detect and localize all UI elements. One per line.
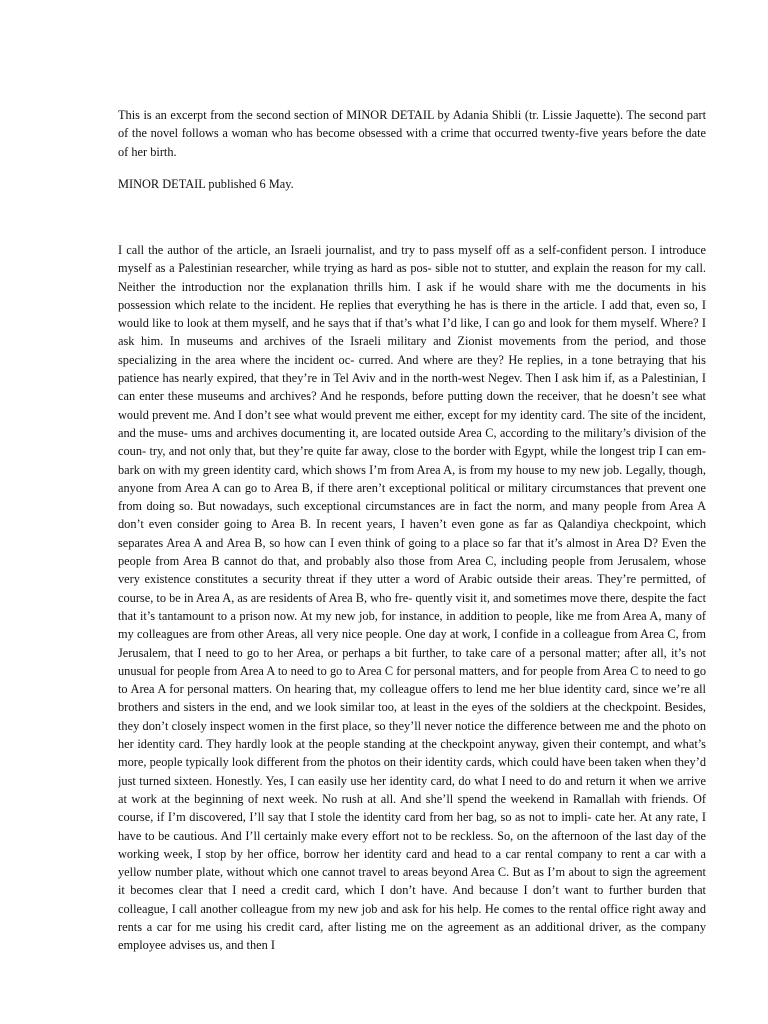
publication-note: MINOR DETAIL published 6 May.	[118, 177, 294, 191]
excerpt-body-paragraph: I call the author of the article, an Israeli journalist, and try to pass myself off as a self-confident person. I introduce myself as a Palestinian researcher, while trying as hard as pos- sible not to stutter, and explain the reason for my call. Neither the introduction nor the explanation thrills him. I ask if he would share with me the documents in his possession which relate to the incident. He replies that everything he has is there in the article. I add that, even so, I would like to look at them myself, and he says that if that’s what I’d like, I can go and look for them myself. Where? I ask him. In museums and archives of the Israeli military and Zionist movements from the period, and those specializing in the area where the incident oc- curred. And where are they? He replies, in a tone betraying that his patience has nearly expired, that they’re in Tel Aviv and in the north-west Negev. Then I ask him if, as a Palestinian, I can enter these museums and archives? And he responds, before putting down the receiver, that he doesn’t see what would prevent me. And I don’t see what would prevent me either, except for my identity card. The site of the incident, and the muse- ums and archives documenting it, are located outside Area C, according to the military’s division of the coun- try, and not only that, but they’re quite far away, close to the border with Egypt, while the longest trip I can em- bark on with my green identity card, which shows I’m from Area A, is from my house to my new job. Legally, though, anyone from Area A can go to Area B, if there aren’t exceptional political or military circumstances that prevent one from doing so. But nowadays, such exceptional circumstances are in fact the norm, and many people from Area A don’t even consider going to Area B. In recent years, I haven’t even gone as far as Qalandiya checkpoint, which separates Area A and Area B, so how can I even think of going to a place so far that it’s almost in Area D? Even the people from Area B cannot do that, and probably also those from Area C, including people from Jerusalem, whose very existence constitutes a security threat if they utter a word of Arabic outside their areas. They’re permitted, of course, to be in Area A, as are residents of Area B, who fre- quently visit it, and sometimes move there, despite the fact that it’s tantamount to a prison now. At my new job, for instance, in addition to people, like me from Area A, many of my colleagues are from other Areas, all very nice people. One day at work, I confide in a colleague from Area C, from Jerusalem, that I need to go to her Area, or perhaps a bit further, to take care of a personal matter; after all, it’s not unusual for people from Area A to need to go to Area C for personal matters, and for people from Area C to need to go to Area A for personal matters. On hearing that, my colleague offers to lend me her blue identity card, since we’re all brothers and sisters in the end, and we look similar too, at least in the eyes of the soldiers at the checkpoint. Besides, they don’t closely inspect women in the first place, so they’ll never notice the difference between me and the photo on her identity card. They hardly look at the people standing at the checkpoint anyway, given their contempt, and what’s more, people typically look different from the photos on their identity cards, which could have been taken when they’d just turned sixteen. Honestly. Yes, I can easily use her identity card, do what I need to do and return it when we arrive at work at the beginning of next week. No rush at all. And she’ll spend the weekend in Ramallah with friends. Of course, if I’m discovered, I’ll say that I stole the identity card from her bag, so as not to impli- cate her. At any rate, I have to be cautious. And I’ll certainly make every effort not to be reckless. So, on the afternoon of the last day of the working week, I stop by her office, borrow her identity card and head to a car rental company to rent a car with a yellow number plate, without which one cannot travel to areas beyond Area C. But as I’m about to sign the agreement it becomes clear that I need a credit card, which I don’t have. And because I don’t want to further burden that colleague, I call another colleague from my new job and ask for his help. He comes to the rental office right away and rents a car for me using his credit card, after listing me on the agreement as an additional driver, as the company employee advises us, and then I	[118, 243, 706, 953]
intro-paragraph: This is an excerpt from the second section of MINOR DETAIL by Adania Shibli (tr. Lissie Jaquette). The second part of the novel follows a woman who has become obsessed with a crime that occurred twenty-five years before the date of her birth.	[118, 108, 706, 159]
